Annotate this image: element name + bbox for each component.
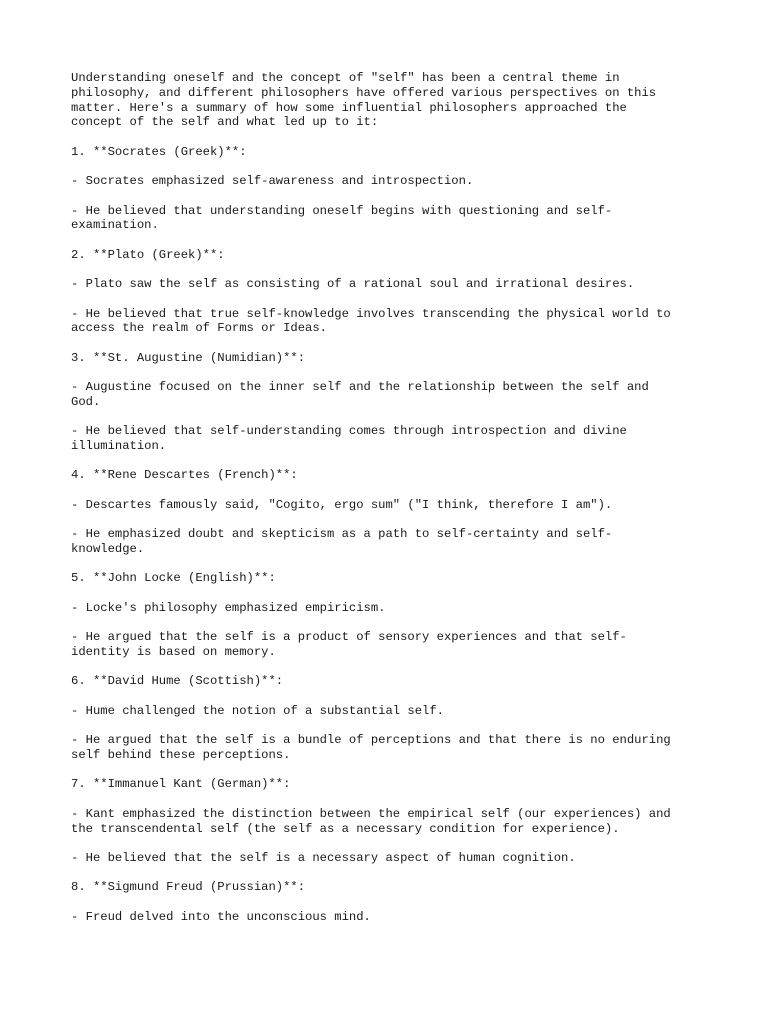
bullet-freud-1: - Freud delved into the unconscious mind.: [71, 909, 371, 924]
bullet-locke-1: - Locke's philosophy emphasized empiricism.: [71, 600, 386, 615]
heading-freud: 8. **Sigmund Freud (Prussian)**:: [71, 880, 306, 895]
heading-hume: 6. **David Hume (Scottish)**:: [71, 674, 284, 689]
bullet-descartes-2: - He emphasized doubt and skepticism as a path to self-certainty and self- knowledge.: [71, 527, 613, 557]
bullet-hume-2: - He argued that the self is a bundle of perceptions and that there is no enduring self behind these perceptions.: [71, 733, 671, 762]
bullet-plato-1: - Plato saw the self as consisting of a rational soul and irrational desires.: [71, 277, 635, 292]
bullet-augustine-2: - He believed that self-understanding comes through introspection and divine illumination.: [71, 424, 627, 454]
bullet-kant-2: - He believed that the self is a necessary aspect of human cognition.: [71, 850, 576, 865]
heading-plato: 2. **Plato (Greek)**:: [71, 247, 225, 262]
heading-socrates: 1. **Socrates (Greek)**:: [71, 144, 247, 159]
heading-locke: 5. **John Locke (English)**:: [71, 571, 276, 586]
bullet-plato-2: - He believed that true self-knowledge involves transcending the physical world to access the realm of Forms or Ideas.: [71, 306, 671, 336]
bullet-kant-1: - Kant emphasized the distinction between the empirical self (our experiences) and the transcendental self (the self as a necessary condition for experience).: [71, 806, 671, 836]
heading-augustine: 3. **St. Augustine (Numidian)**:: [71, 350, 306, 365]
bullet-descartes-1: - Descartes famously said, "Cogito, ergo sum" ("I think, therefore I am").: [71, 497, 613, 512]
bullet-hume-1: - Hume challenged the notion of a substantial self.: [71, 703, 444, 718]
intro-paragraph: Understanding oneself and the concept of "self" has been a central theme in philosophy, and different philosophers have offered various perspectives on this matter. Here's a summary of how some influential philosophers approached the concept of the self and what led up to it:: [71, 71, 657, 130]
heading-kant: 7. **Immanuel Kant (German)**:: [71, 777, 291, 792]
bullet-augustine-1: - Augustine focused on the inner self and the relationship between the self and God.: [71, 380, 649, 409]
bullet-socrates-1: - Socrates emphasized self-awareness and introspection.: [71, 174, 474, 189]
document-page: [71, 71, 701, 939]
heading-descartes: 4. **Rene Descartes (French)**:: [71, 468, 298, 483]
bullet-socrates-2: - He believed that understanding oneself begins with questioning and self- examination.: [71, 203, 613, 233]
bullet-locke-2: - He argued that the self is a product of sensory experiences and that self- identity is based on memory.: [71, 630, 627, 660]
